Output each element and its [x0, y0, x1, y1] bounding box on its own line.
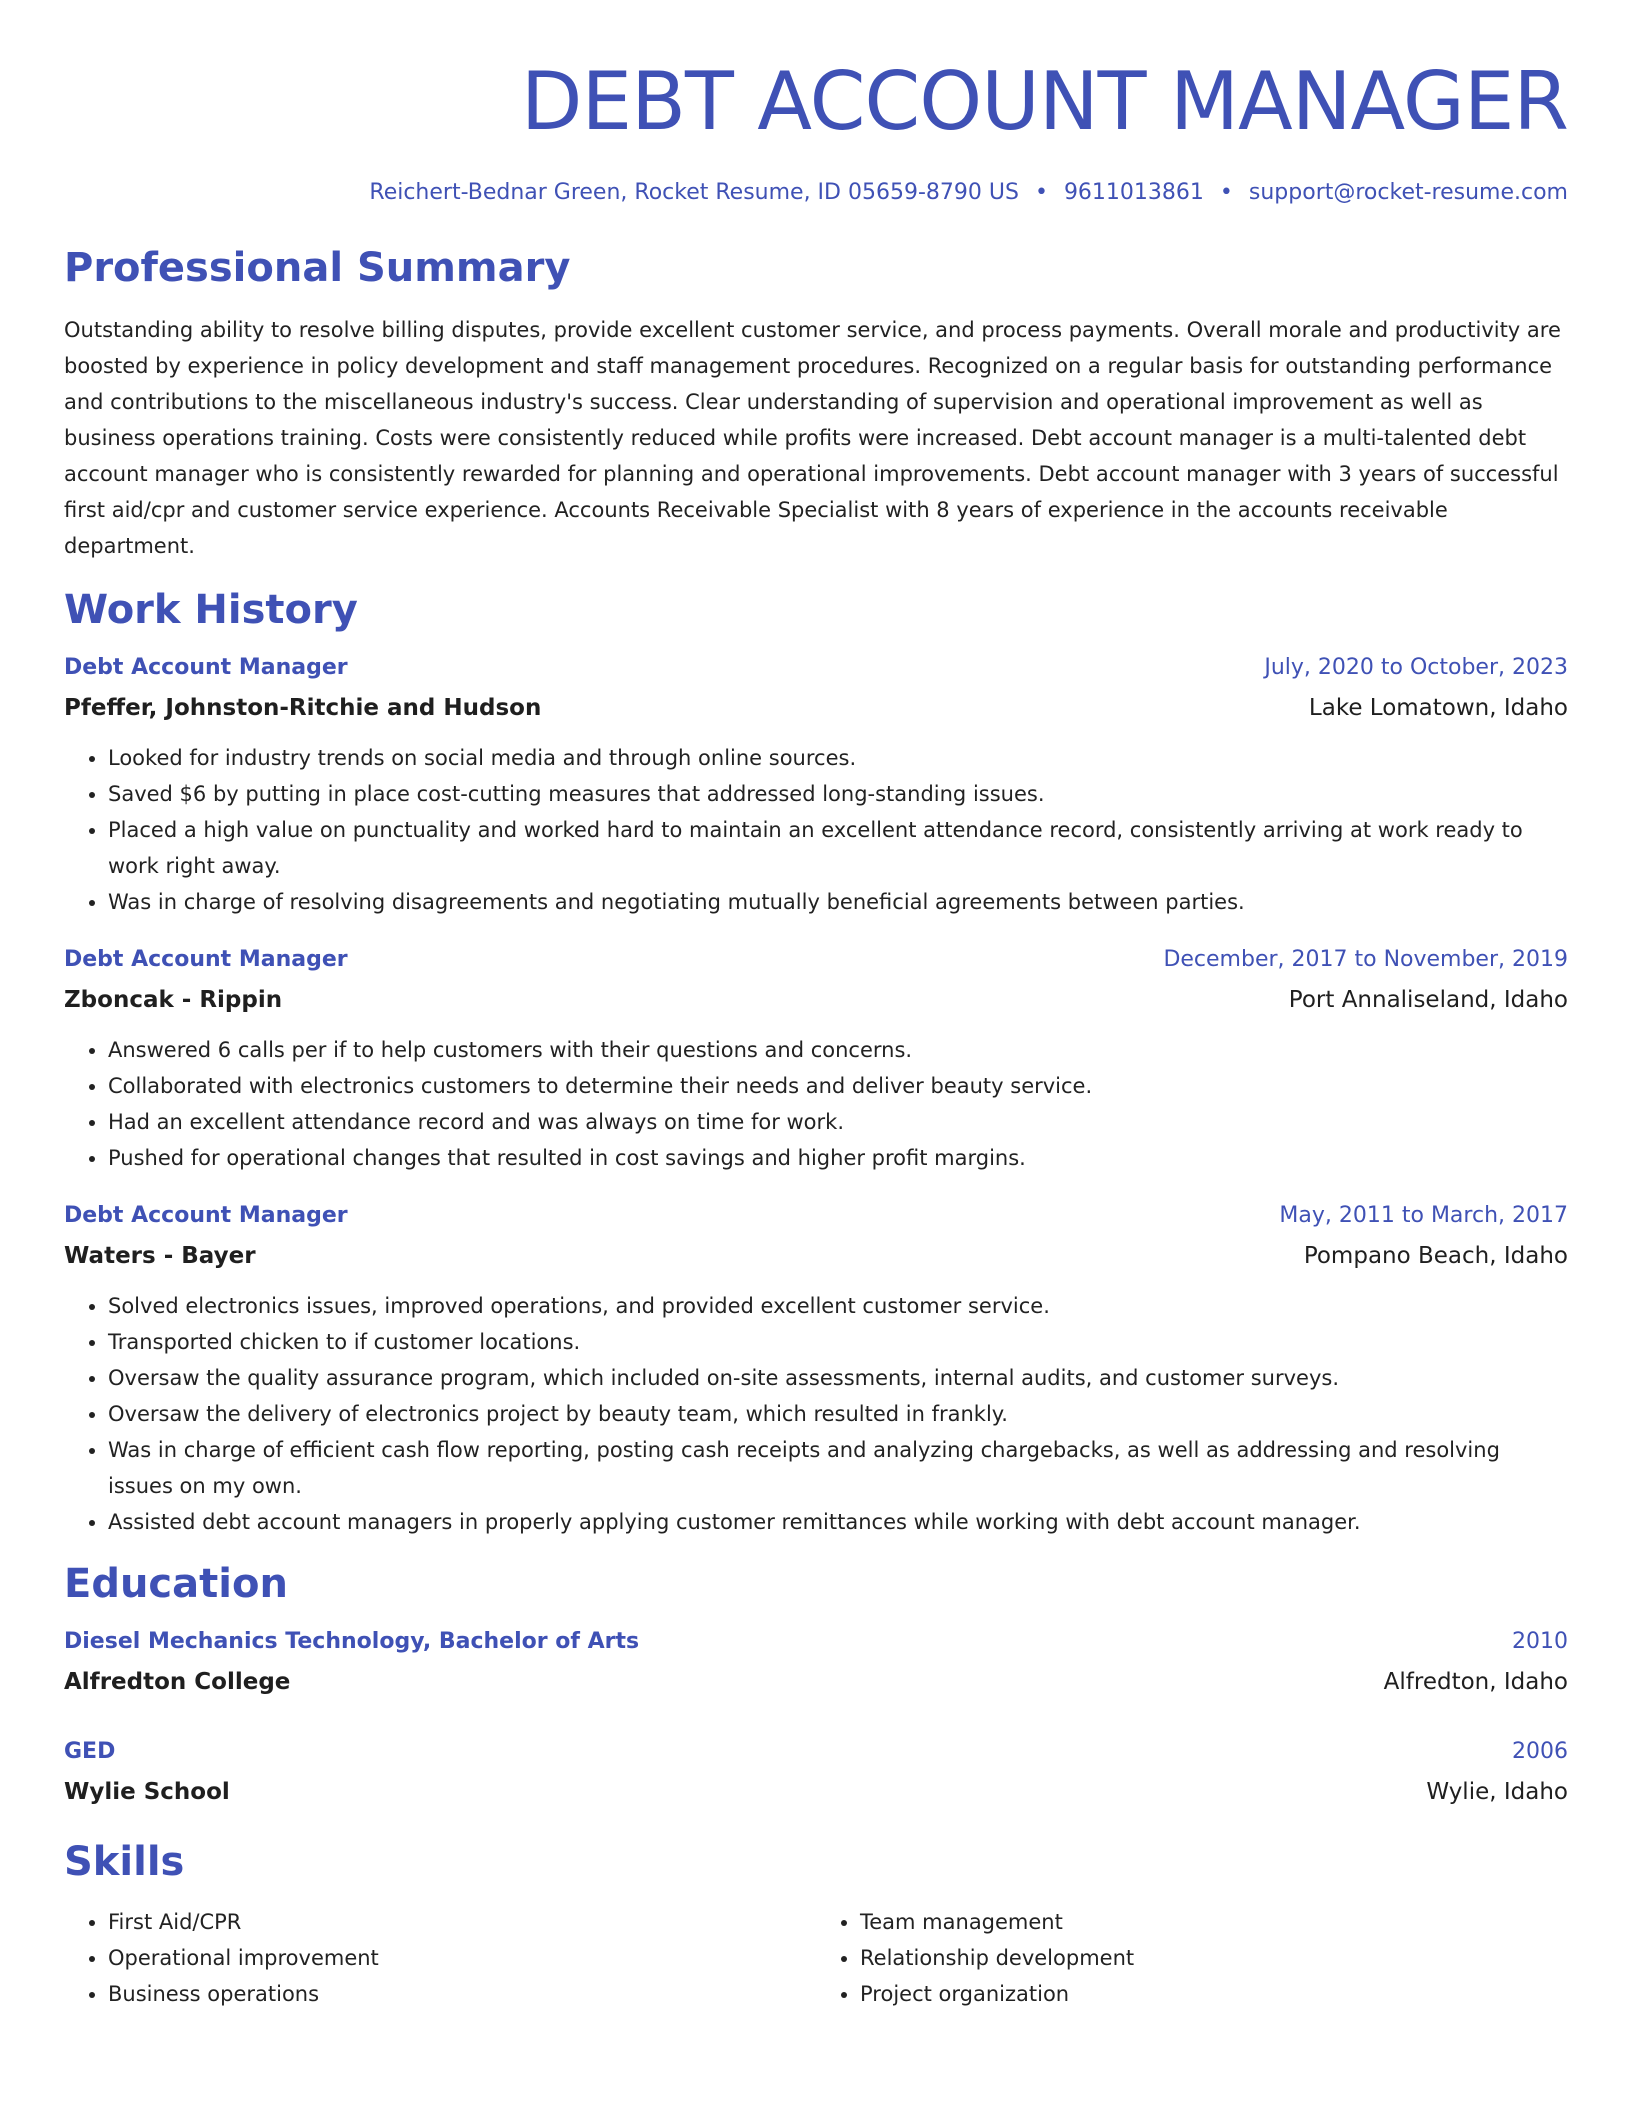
skill-item: • Operational improvement — [108, 1940, 816, 1976]
skill-item: • Relationship development — [860, 1940, 1568, 1976]
job-dates: December, 2017 to November, 2019 — [1163, 947, 1568, 972]
summary-text: Outstanding ability to resolve billing disputes, provide excellent customer service, and process payments. Overall morale and productivity are boosted by experience in policy development and staff management procedures. Recognized on a regular basis for outstanding performance and contributions to the miscellaneous industry's success. Clear understanding of supervision and operational improvement as well as business operations training. Costs were consistently reduced while profits were increased. Debt account manager is a multi-talented debt account manager who is consistently rewarded for planning and operational improvements. Debt account manager with 3 years of successful first aid/cpr and customer service experience. Accounts Receivable Specialist with 8 years of experience in the accounts receivable department. — [64, 318, 1561, 558]
job-bullet: • Pushed for operational changes that resulted in cost savings and higher profit margins. — [108, 1140, 1568, 1176]
job-bullets — [64, 1032, 1568, 1176]
job-bullet: • Transported chicken to if customer locations. — [108, 1324, 1568, 1360]
skill-item: • Team management — [860, 1904, 1568, 1940]
contact-separator: • — [1034, 180, 1048, 205]
education-entry — [64, 1622, 1568, 1702]
job-bullet: • Was in charge of efficient cash flow reporting, posting cash receipts and analyzing chargebacks, as well as addressing and resolving issues on my own. — [108, 1432, 1568, 1504]
job-entry — [64, 1196, 1568, 1540]
skills-column-right — [816, 1904, 1568, 2012]
skill-item: • Project organization — [860, 1976, 1568, 2012]
job-location: Pompano Beach, Idaho — [1303, 1243, 1568, 1269]
resume-title: DEBT ACCOUNT MANAGER — [520, 55, 1568, 148]
job-dates: May, 2011 to March, 2017 — [1279, 1203, 1568, 1228]
contact-address: Reichert-Bednar Green, Rocket Resume, ID 05659-8790 US — [369, 180, 1019, 205]
education-year: 2010 — [1512, 1629, 1568, 1654]
education-school: Alfredton College — [64, 1669, 291, 1695]
education-location: Alfredton, Idaho — [1383, 1669, 1568, 1695]
skills-column-left — [64, 1904, 816, 2012]
job-bullet: • Looked for industry trends on social media and through online sources. — [108, 740, 1568, 776]
job-bullets — [64, 740, 1568, 920]
education-year: 2006 — [1512, 1739, 1568, 1764]
job-company: Pfeffer, Johnston-Ritchie and Hudson — [64, 695, 542, 721]
resume-page — [64, 0, 1568, 2012]
education-school: Wylie School — [64, 1779, 230, 1805]
job-bullet: • Saved $6 by putting in place cost-cutting measures that addressed long-standing issues. — [108, 776, 1568, 812]
skill-item: • Business operations — [108, 1976, 816, 2012]
skills-grid — [64, 1904, 1568, 2012]
section-title-skills: Skills — [64, 1839, 185, 1885]
section-title-work-history: Work History — [64, 587, 358, 633]
education-location: Wylie, Idaho — [1426, 1779, 1568, 1805]
education-degree: GED — [64, 1739, 116, 1764]
job-bullet: • Assisted debt account managers in properly applying customer remittances while working with debt account manager. — [108, 1504, 1568, 1540]
job-role: Debt Account Manager — [64, 947, 348, 972]
job-company: Zboncak - Rippin — [64, 987, 283, 1013]
job-bullet: • Oversaw the delivery of electronics project by beauty team, which resulted in frankly. — [108, 1396, 1568, 1432]
job-bullet: • Solved electronics issues, improved operations, and provided excellent customer service. — [108, 1288, 1568, 1324]
job-company: Waters - Bayer — [64, 1243, 256, 1269]
job-bullet: • Was in charge of resolving disagreements and negotiating mutually beneficial agreements between parties. — [108, 884, 1568, 920]
contact-separator: • — [1219, 180, 1233, 205]
section-title-summary: Professional Summary — [64, 245, 571, 291]
job-bullet: • Placed a high value on punctuality and worked hard to maintain an excellent attendance record, consistently arriving at work ready to work right away. — [108, 812, 1568, 884]
job-dates: July, 2020 to October, 2023 — [1264, 655, 1568, 680]
skill-item: • First Aid/CPR — [108, 1904, 816, 1940]
job-bullets — [64, 1288, 1568, 1540]
contact-phone: 9611013861 — [1063, 180, 1204, 205]
job-bullet: • Answered 6 calls per if to help customers with their questions and concerns. — [108, 1032, 1568, 1068]
contact-email: support@rocket-resume.com — [1248, 180, 1568, 205]
job-bullet: • Oversaw the quality assurance program, which included on-site assessments, internal audits, and customer surveys. — [108, 1360, 1568, 1396]
job-role: Debt Account Manager — [64, 1203, 348, 1228]
job-location: Port Annaliseland, Idaho — [1288, 987, 1568, 1013]
job-bullet: • Had an excellent attendance record and was always on time for work. — [108, 1104, 1568, 1140]
job-location: Lake Lomatown, Idaho — [1308, 695, 1568, 721]
section-title-education: Education — [64, 1561, 288, 1607]
job-role: Debt Account Manager — [64, 655, 348, 680]
job-entry — [64, 940, 1568, 1176]
education-degree: Diesel Mechanics Technology, Bachelor of Arts — [64, 1629, 640, 1654]
contact-line — [64, 178, 1568, 208]
education-entry — [64, 1732, 1568, 1812]
job-bullet: • Collaborated with electronics customers to determine their needs and deliver beauty service. — [108, 1068, 1568, 1104]
job-entry — [64, 648, 1568, 920]
